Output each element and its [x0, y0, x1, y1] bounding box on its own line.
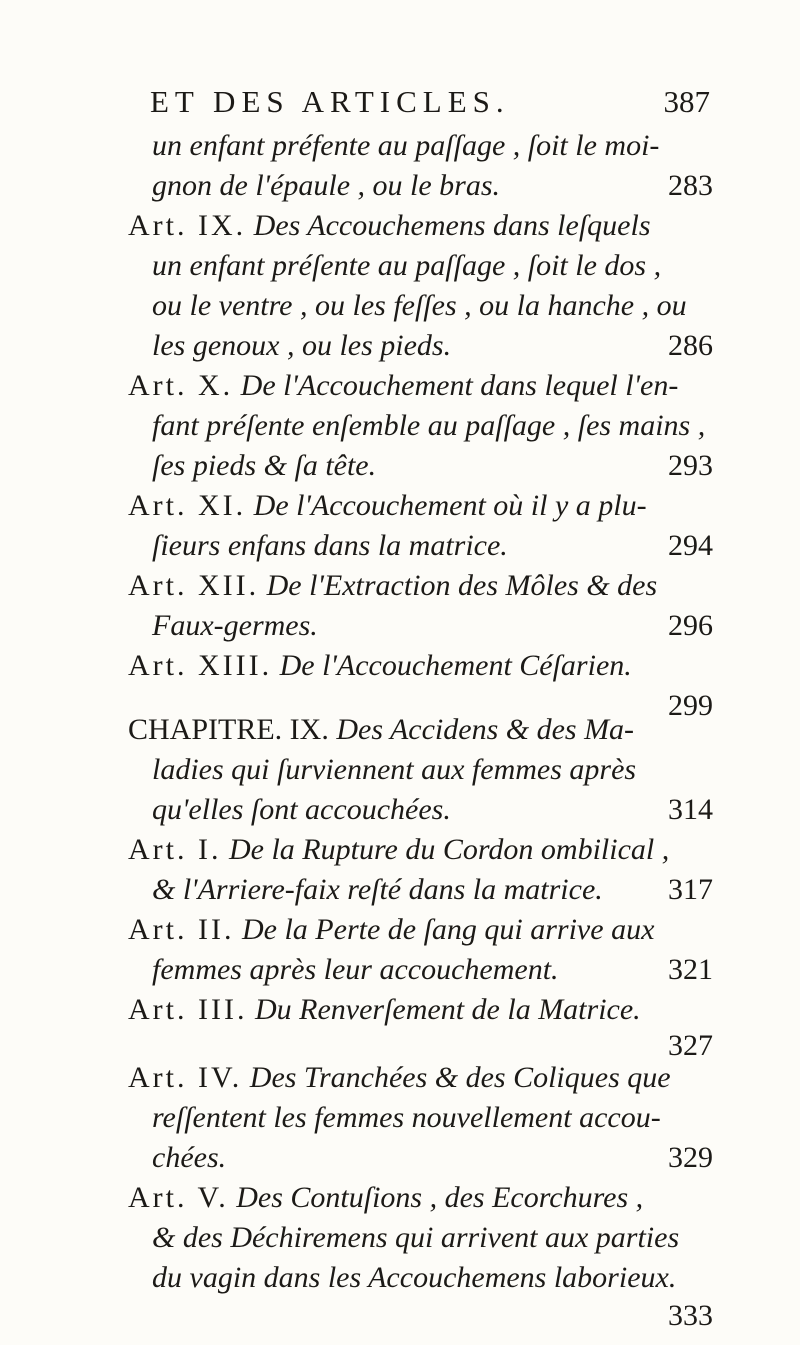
toc-page-ref: 314: [668, 793, 713, 826]
toc-entry-art-5: [128, 1180, 643, 1216]
toc-entry-art-13: [128, 648, 632, 684]
toc-line: un enfant préſente au paſſage , ſoit le dos ,: [152, 249, 662, 282]
article-label: Art. XIII.: [128, 649, 273, 682]
toc-entry-art-12: [128, 568, 657, 604]
chapter-title: Des Accidens & des Ma-: [336, 713, 635, 746]
toc-page-ref: 329: [668, 1141, 713, 1174]
toc-page-ref: 321: [668, 953, 713, 986]
page-number: 387: [663, 84, 710, 119]
toc-entry-art-9: [128, 208, 651, 244]
toc-line: & l'Arriere-faix reſté dans la matrice.: [152, 873, 603, 906]
toc-entry-art-10: [128, 368, 678, 404]
toc-line: du vagin dans les Accouchemens laborieux.: [152, 1261, 677, 1294]
toc-line: un enfant préfente au paſſage , ſoit le moi-: [152, 129, 660, 162]
running-header: [150, 78, 710, 128]
article-label: Art. I.: [128, 833, 222, 866]
article-title: De l'Accouchement Céſarien.: [279, 649, 632, 682]
article-label: Art. V.: [128, 1181, 229, 1214]
toc-page-ref: 317: [668, 873, 713, 906]
toc-page-ref: 293: [668, 449, 713, 482]
toc-entry-chapter-9: [128, 712, 634, 748]
toc-line: qu'elles ſont accouchées.: [152, 793, 451, 826]
toc-page-ref: 333: [668, 1299, 713, 1332]
article-label: Art. XII.: [128, 569, 260, 602]
toc-page-ref: 327: [668, 1029, 713, 1062]
article-title: Des Tranchées & des Coliques que: [249, 1061, 671, 1094]
toc-page-ref: 283: [668, 169, 713, 202]
toc-page-ref: 286: [668, 329, 713, 362]
toc-page-ref: 294: [668, 529, 713, 562]
toc-entry-art-11: [128, 488, 647, 524]
toc-line: fant préſente enſemble au paſſage , ſes mains ,: [152, 409, 706, 442]
toc-line: ladies qui ſurviennent aux femmes après: [152, 753, 637, 786]
toc-line: femmes après leur accouchement.: [152, 953, 559, 986]
running-title: ET DES ARTICLES.: [150, 84, 510, 119]
toc-line: chées.: [152, 1141, 227, 1174]
toc-line: ſieurs enfans dans la matrice.: [152, 529, 508, 562]
chapter-label: CHAPITRE. IX.: [128, 713, 329, 746]
article-label: Art. IV.: [128, 1061, 243, 1094]
article-label: Art. II.: [128, 913, 235, 946]
toc-page-ref: 299: [668, 689, 713, 722]
article-title: Du Renverſement de la Matrice.: [254, 993, 641, 1026]
toc-entry-art-4: [128, 1060, 671, 1096]
article-label: Art. III.: [128, 993, 248, 1026]
toc-line: Faux-germes.: [152, 609, 318, 642]
toc-line: & des Déchiremens qui arrivent aux parties: [152, 1221, 680, 1254]
article-title: De l'Accouchement dans lequel l'en-: [240, 369, 679, 402]
article-title: De l'Extraction des Môles & des: [266, 569, 658, 602]
toc-line: ſes pieds & ſa tête.: [152, 449, 377, 482]
article-title: De la Perte de ſang qui arrive aux: [241, 913, 655, 946]
article-title: De l'Accouchement où il y a plu-: [253, 489, 647, 522]
article-title: Des Accouchemens dans leſquels: [253, 209, 651, 242]
article-title: De la Rupture du Cordon ombilical ,: [228, 833, 670, 866]
toc-page-ref: 296: [668, 609, 713, 642]
toc-entry-art-1: [128, 832, 669, 868]
article-label: Art. XI.: [128, 489, 247, 522]
toc-line: reſſentent les femmes nouvellement accou-: [152, 1101, 661, 1134]
toc-line: gnon de l'épaule , ou le bras.: [152, 169, 501, 202]
article-title: Des Contuſions , des Ecorchures ,: [236, 1181, 644, 1214]
article-label: Art. X.: [128, 369, 234, 402]
toc-entry-art-3: [128, 992, 641, 1028]
toc-line: les genoux , ou les pieds.: [152, 329, 452, 362]
article-label: Art. IX.: [128, 209, 247, 242]
toc-entry-art-2: [128, 912, 654, 948]
toc-line: ou le ventre , ou les feſſes , ou la hanche , ou: [152, 289, 687, 322]
